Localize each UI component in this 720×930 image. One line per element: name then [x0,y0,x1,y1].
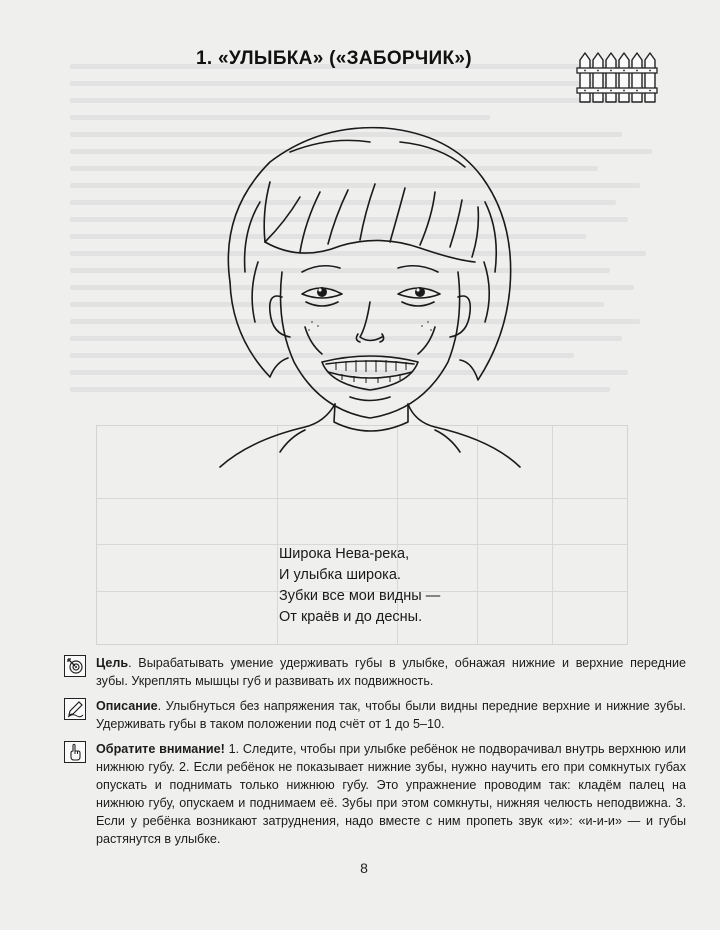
smiling-child-illustration [210,122,530,512]
pointing-hand-icon [64,741,86,763]
description-text: . Улыбнуться без напряжения так, чтобы были видны передние верхние и нижние зубы. Удерживать губы в таком положении под счёт от 1 до 5–10. [96,699,686,731]
page-number: 8 [360,860,368,876]
description-label: Описание [96,699,158,713]
poem-line: Зубки все мои видны — [279,588,441,604]
goal-label: Цель [96,656,129,670]
attention-section [96,740,686,848]
attention-label: Обратите внимание! [96,742,225,756]
fence-icon [576,48,658,106]
description-section [96,697,686,733]
goal-section [96,654,686,690]
page-title: 1. «УЛЫБКА» («ЗАБОРЧИК») [196,48,472,69]
goal-text: . Вырабатывать умение удерживать губы в улыбке, обнажая нижние и верхние передние зубы. Укреплять мышцы губ и развивать их подвижность. [96,656,686,688]
target-icon [64,655,86,677]
poem-line: Широка Нева-река, [279,546,410,562]
attention-text: 1. Следите, чтобы при улыбке ребёнок не подворачивал внутрь верхнюю или нижнюю губу. 2. Если ребёнок не показывает нижние зубы, нужно научить его при сомкнутых губах опускать и поднимать только нижнюю губу. Это упражнение проводим так: кладём палец на нижнюю губу, опускаем и поднимаем её. Зубы при этом сомкнуты, нижняя челюсть неподвижна. 3. Если у ребёнка возникают затруднения, надо вместе с ним пропеть звук «и»: «и-и-и» — и губы растянутся в улыбке. [96,742,686,846]
poem-line: И улыбка широка. [279,567,401,583]
poem-line: От краёв и до десны. [279,609,423,625]
pencil-icon [64,698,86,720]
poem [279,544,479,628]
